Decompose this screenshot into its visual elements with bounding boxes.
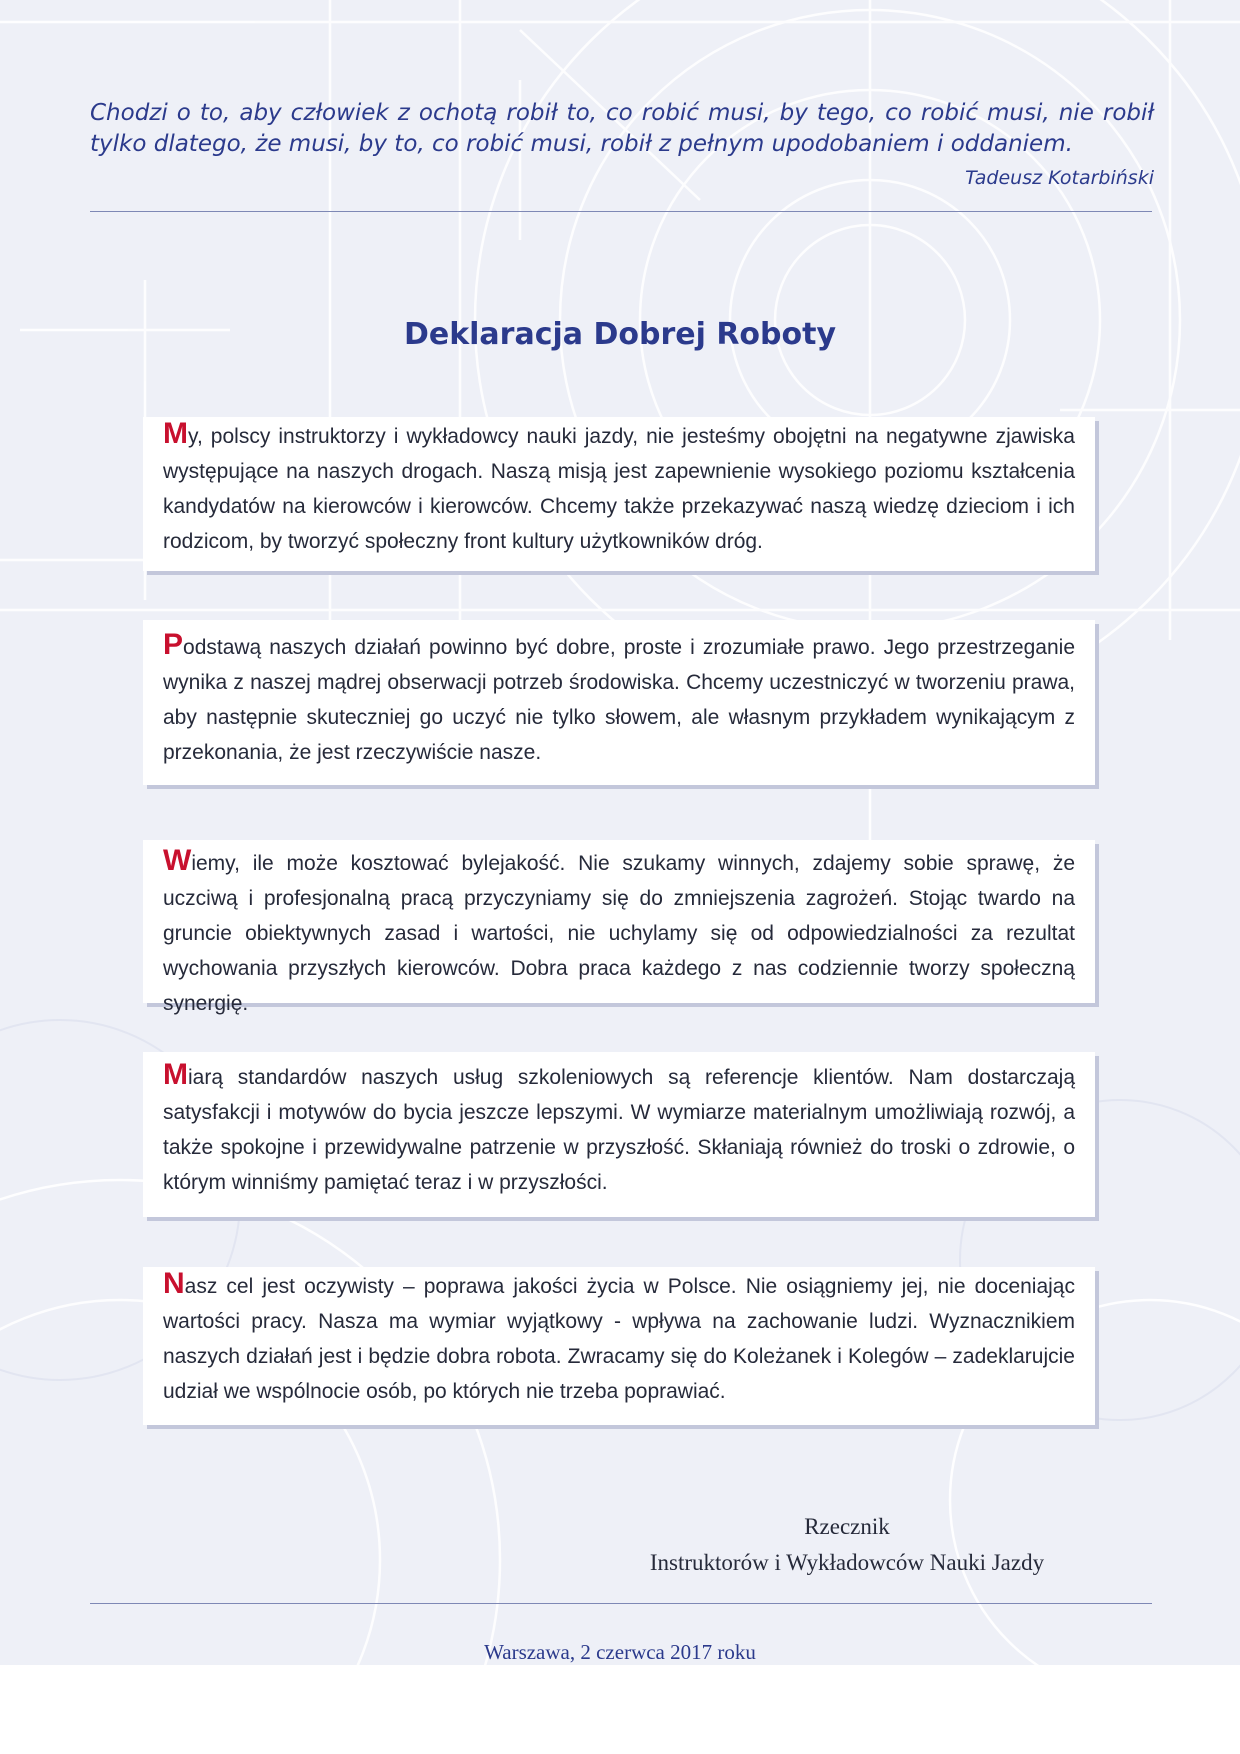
document-title: Deklaracja Dobrej Roboty [403, 317, 837, 352]
paragraph-body: asz cel jest oczywisty – poprawa jakości życia w Polsce. Nie osiągniemy jej, nie doceniając wartości pracy. Nasza ma wymiar wyjątkowy - wpływa na zachowanie ludzi. Wyznacznikiem naszych działań jest i będzie dobra robota. Zwracamy się do Koleżanek i Kolegów – zadeklarujcie udział we wspólnocie osób, po których nie trzeba poprawiać. [163, 1275, 1075, 1403]
paragraph-body: iemy, ile może kosztować bylejakość. Nie szukamy winnych, zdajemy sobie sprawę, że uczciwą i profesjonalną pracą przyczyniamy się do zmniejszenia zagrożeń. Stojąc twardo na gruncie obiektywnych zasad i wartości, nie uchylamy się od odpowiedzialności za rezultat wychowania przyszłych kierowców. Dobra praca każdego z nas codziennie tworzy społeczną synergię. [163, 852, 1075, 1015]
paragraph-text [163, 419, 1075, 559]
motto-quote: Chodzi o to, aby człowiek z ochotą robił to, co robić musi, by tego, co robić musi, nie robił tylko dlatego, że musi, by to, co robić musi, robił z pełnym upodobaniem i oddaniem. [90, 100, 1154, 157]
drop-initial: W [163, 844, 192, 877]
paragraph-card-5 [143, 1267, 1095, 1425]
paragraph-body: iarą standardów naszych usług szkoleniowych są referencje klientów. Nam dostarczają satysfakcji i motywów do bycia jeszcze lepszymi. W wymiarze materialnym umożliwiają rozwój, a także spokojne i przewidywalne patrzenie w przyszłość. Skłaniają również do troski o zdrowie, o którym winniśmy pamiętać teraz i w przyszłości. [163, 1066, 1075, 1194]
paragraph-body: odstawą naszych działań powinno być dobre, proste i zrozumiałe prawo. Jego przestrzeganie wynika z naszej mądrej obserwacji potrzeb środowiska. Chcemy uczestniczyć w tworzeniu prawa, aby następnie skuteczniej go uczyć nie tylko słowem, ale własnym przykładem wynikającym z przekonania, że jest rzeczywiście nasze. [163, 636, 1075, 764]
drop-initial: P [163, 628, 184, 661]
signature-block [600, 1509, 1094, 1581]
quote-author: Tadeusz Kotarbiński [965, 167, 1154, 189]
paragraph-body: y, polscy instruktorzy i wykładowcy nauki jazdy, nie jesteśmy obojętni na negatywne zjawiska występujące na naszych drogach. Naszą misją jest zapewnienie wysokiego poziomu kształcenia kandydatów na kierowców i kierowców. Chcemy także przekazywać naszą wiedzę dzieciom i ich rodzicom, by tworzyć społeczny front kultury użytkowników dróg. [163, 425, 1075, 553]
paragraph-text [163, 1269, 1075, 1409]
paragraph-card-1 [143, 417, 1095, 571]
drop-initial: N [163, 1267, 185, 1300]
signature-organization: Instruktorów i Wykładowców Nauki Jazdy [649, 1550, 1045, 1575]
signature-title: Rzecznik [804, 1514, 890, 1539]
paragraph-text [163, 630, 1075, 770]
paragraph-text [163, 1060, 1075, 1200]
drop-initial: M [163, 1058, 188, 1091]
paragraph-text [163, 846, 1075, 1021]
top-divider [90, 211, 1152, 212]
drop-initial: M [163, 417, 188, 450]
paragraph-card-2 [143, 620, 1095, 785]
paragraph-card-3 [143, 840, 1095, 1015]
paragraph-card-4 [143, 1052, 1095, 1217]
place-and-date: Warszawa, 2 czerwca 2017 roku [484, 1640, 756, 1664]
bottom-divider [90, 1603, 1152, 1604]
